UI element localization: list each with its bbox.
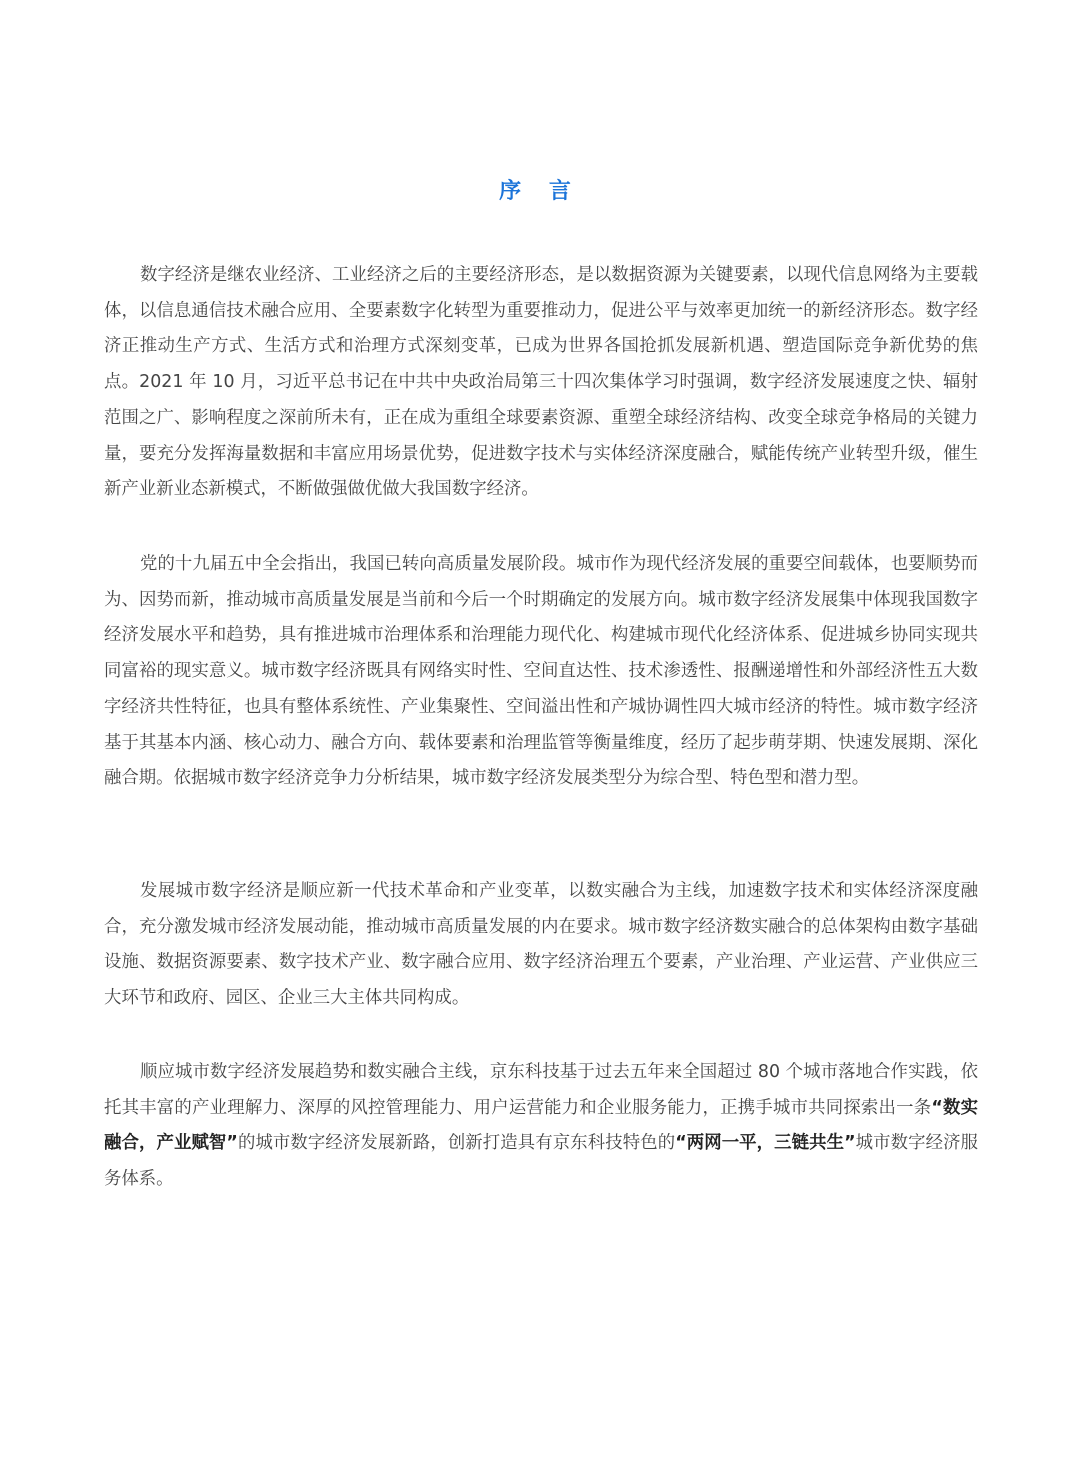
paragraph-2: 党的十九届五中全会指出，我国已转向高质量发展阶段。城市作为现代经济发展的重要空间载体，也要顺势而为、因势而新，推动城市高质量发展是当前和今后一个时期确定的发展方向。城市数字经济发展集中体现我国数字经济发展水平和趋势，具有推进城市治理体系和治理能力现代化、构建城市现代化经济体系、促进城乡协同实现共同富裕的现实意义。城市数字经济既具有网络实时性、空间直达性、技术渗透性、报酬递增性和外部经济性五大数字经济共性特征，也具有整体系统性、产业集聚性、空间溢出性和产城协调性四大城市经济的特性。城市数字经济基于其基本内涵、核心动力、融合方向、载体要素和治理监管等衡量维度，经历了起步萌芽期、快速发展期、深化融合期。依据城市数字经济竞争力分析结果，城市数字经济发展类型分为综合型、特色型和潜力型。 (104, 554, 978, 789)
paragraph-4-text-1: 顺应城市数字经济发展趋势和数实融合主线，京东科技基于过去五年来全国超过 80 个城市落地合作实践，依托其丰富的产业理解力、深厚的风控管理能力、用户运营能力和企业服务能力，正携手城市共同探索出一条 (104, 1062, 978, 1118)
paragraph-4-text-2: 的城市数字经济发展新路，创新打造具有京东科技特色的 (237, 1133, 676, 1154)
paragraph-4-bold-slogan-2: “两网一平，三链共生” (675, 1133, 856, 1154)
paragraph-4-bold-slogan-1: “数实融合，产业赋智” (104, 1097, 978, 1154)
paragraph-4-text-3: 城市数字经济服务体系。 (104, 1133, 978, 1190)
paragraph-1: 数字经济是继农业经济、工业经济之后的主要经济形态，是以数据资源为关键要素，以现代信息网络为主要载体，以信息通信技术融合应用、全要素数字化转型为重要推动力，促进公平与效率更加统一的新经济形态。数字经济正推动生产方式、生活方式和治理方式深刻变革，已成为世界各国抢抓发展新机遇、塑造国际竞争新优势的焦点。2021 年 10 月，习近平总书记在中共中央政治局第三十四次集体学习时强调，数字经济发展速度之快、辐射范围之广、影响程度之深前所未有，正在成为重组全球要素资源、重塑全球经济结构、改变全球竞争格局的关键力量，要充分发挥海量数据和丰富应用场景优势，促进数字技术与实体经济深度融合，赋能传统产业转型升级，催生新产业新业态新模式，不断做强做优做大我国数字经济。 (104, 265, 978, 500)
page-title: 序 言 (499, 179, 581, 204)
paragraph-3: 发展城市数字经济是顺应新一代技术革命和产业变革，以数实融合为主线，加速数字技术和实体经济深度融合，充分激发城市经济发展动能，推动城市高质量发展的内在要求。城市数字经济数实融合的总体架构由数字基础设施、数据资源要素、数字技术产业、数字融合应用、数字经济治理五个要素，产业治理、产业运营、产业供应三大环节和政府、园区、企业三大主体共同构成。 (104, 881, 978, 1009)
paragraph-4 (104, 1055, 978, 1198)
